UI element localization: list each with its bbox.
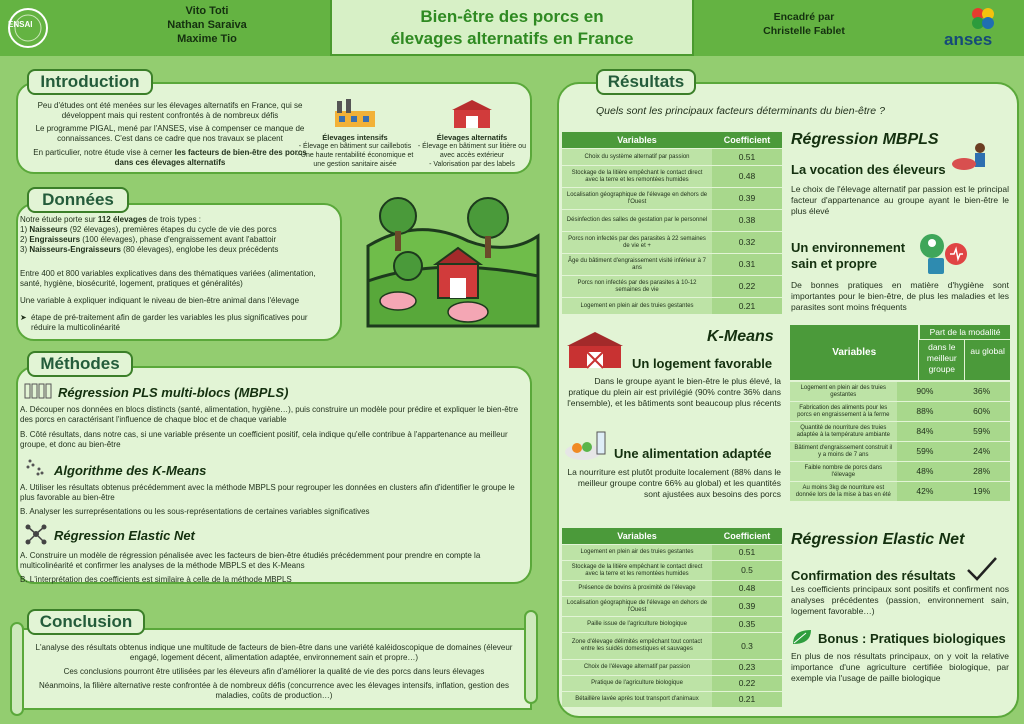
author-1: Vito Toti xyxy=(185,5,229,17)
supervisor-block xyxy=(742,10,866,38)
confirm-text: Les coefficients principaux sont positifs et confirment nos analyses précédentes (passion, environnement sain, logement favorable…) xyxy=(791,584,1009,616)
en-col-coefficient: Coefficient xyxy=(712,528,782,544)
en-col-variables: Variables xyxy=(562,528,712,544)
barn-icon xyxy=(448,98,496,130)
table-row: Stockage de la litière empêchant le contact direct avec la terre et les remontées humides 0.48 xyxy=(562,166,782,187)
donnees-target: Une variable à expliquer indiquant le niveau de bien-être animal dans l'élevage xyxy=(20,296,300,305)
title-line-2: élevages alternatifs en France xyxy=(390,29,634,48)
author-3: Maxime Tio xyxy=(177,33,237,45)
type-naisseurs-engraisseurs: 3) Naisseurs-Engraisseurs (80 élevages), englobe les deux précédents xyxy=(20,245,279,254)
title-line-1: Bien-être des porcs en xyxy=(420,7,604,26)
logement-title: Un logement favorable xyxy=(632,356,773,371)
environment-text: De bonnes pratiques en matière d'hygiène sont importantes pour le bien-être, de plus les maladies et les parasites sont moins fréquents xyxy=(791,280,1009,312)
network-icon xyxy=(24,522,48,546)
checkmark-icon xyxy=(966,556,998,582)
table-row: Localisation géographique de l'élevage en dehors de l'Ouest 0.39 xyxy=(562,188,782,209)
elasticnet-table xyxy=(562,527,782,708)
leaf-icon xyxy=(791,628,813,646)
intensive-item-1: - Élevage en bâtiment sur caillebotis xyxy=(298,143,412,150)
kmeans-col-best-group: dans le meilleur groupe xyxy=(919,340,964,380)
alimentation-title: Une alimentation adaptée xyxy=(614,446,772,461)
table-row: Pratique de l'agriculture biologique 0.22 xyxy=(562,676,782,691)
conclusion-p1: L'analyse des résultats obtenus indique une multitude de facteurs de bien-être dans une variété kaléidoscopique de domaines (éleveur engagé, logement décent, alimentation adaptée, environnement sain et propre…) xyxy=(35,643,513,662)
alternative-title: Élevages alternatifs xyxy=(436,133,508,142)
kmeans-col-variables: Variables xyxy=(790,325,918,380)
mbpls-table xyxy=(562,131,782,315)
table-row: Bétaillère lavée après tout transport d'animaux 0.21 xyxy=(562,692,782,707)
table-row: Stockage de la litière empêchant le contact direct avec la terre et les remontées humides 0.5 xyxy=(562,561,782,580)
table-row: Faible nombre de porcs dans l'élevage 48% 28% xyxy=(790,462,1010,481)
table-row: Choix de l'élevage alternatif par passion 0.23 xyxy=(562,660,782,675)
anses-logo-icon xyxy=(968,6,998,30)
methodes-title: Méthodes xyxy=(27,351,133,377)
intro-p2: Le programme PIGAL, mené par l'ANSES, vise à compenser ce manque de connaissances. C'est dans ce cadre que nos travaux se placent xyxy=(35,124,305,143)
type-naisseurs: 1) Naisseurs (92 élevages), premières étapes du cycle de vie des porcs xyxy=(20,225,277,234)
farmer-icon xyxy=(950,142,996,172)
kmeans-table xyxy=(790,325,1010,502)
vocation-text: Le choix de l'élevage alternatif par passion est le principal facteur d'appartenance au groupe ayant le bien-être le plus élevé xyxy=(791,184,1009,216)
farm-illustration xyxy=(358,186,548,338)
mbpls-col-variables: Variables xyxy=(562,132,712,148)
supervisor-name: Christelle Fablet xyxy=(763,25,845,37)
poster-title xyxy=(330,0,694,56)
kmeans-step-b: B. Analyser les surreprésentations ou les sous-représentations de certaines variables significatives xyxy=(20,507,370,516)
resultats-title: Résultats xyxy=(596,69,696,95)
type-engraisseurs: 2) Engraisseurs (100 élevages), phase d'engraissement avant l'abattoir xyxy=(20,235,277,244)
alternative-item-1: - Élevage en bâtiment sur litière ou avec accès extérieur xyxy=(417,143,527,159)
conclusion-p3: Néanmoins, la filière alternative reste confrontée à de nombreux défis (concurrence avec les élevages intensifs, inflation, gestion des maladies, coûts de production…) xyxy=(38,681,510,700)
bonus-title: Bonus : Pratiques biologiques xyxy=(818,631,1006,646)
table-row: Choix du système alternatif par passion 0.51 xyxy=(562,149,782,165)
table-row: Présence de bovins à proximité de l'élevage 0.48 xyxy=(562,581,782,596)
table-row: Zone d'élevage délimités empêchant tout contact entre les suidés domestiques et sauvages 0.3 xyxy=(562,633,782,659)
kmeans-col-global: au global xyxy=(965,340,1010,380)
mbpls-step-b: B. Côté résultats, dans notre cas, si une variable présente un coefficient positif, cela indique qu'elle contribue à l'appartenance au meilleur groupe, et donc au bien-être xyxy=(20,430,508,449)
factory-icon xyxy=(333,97,377,129)
table-row: Âge du bâtiment d'engraissement visité inférieur à 7 ans 0.31 xyxy=(562,254,782,275)
table-row: Logement en plein air des truies gestantes 0.51 xyxy=(562,545,782,560)
alimentation-text: La nourriture est plutôt produite localement (88% dans le meilleur groupe contre 66% au global) et les quantités sont ajustées aux besoins des porcs xyxy=(567,467,781,499)
table-row: Quantité de nourriture des truies adaptée à la température ambiante 84% 59% xyxy=(790,422,1010,441)
kmeans-step-a: A. Utiliser les résultats obtenus précédemment avec la méthode MBPLS pour regrouper les données en clusters afin d'identifier le groupe le plus favorable au bien-être xyxy=(20,483,515,502)
table-row: Porcs non infectés par des parasites à 10-12 semaines de vie 0.22 xyxy=(562,276,782,297)
bonus-text: En plus de nos résultats principaux, on y voit la relative importance d'une agriculture certifiée biologique, par exemple via l'usage de paille biologique xyxy=(791,651,1009,683)
vocation-title: La vocation des éleveurs xyxy=(791,162,946,177)
resultats-question: Quels sont les principaux facteurs déterminants du bien-être ? xyxy=(596,105,885,117)
table-row: Logement en plein air des truies gestantes 0.21 xyxy=(562,298,782,314)
mbpls-results-title: Régression MBPLS xyxy=(791,131,939,148)
anses-logo-text: anses xyxy=(944,30,993,49)
scroll-roll-right xyxy=(524,610,538,704)
environment-title: Un environnement sain et propre xyxy=(791,240,906,271)
elasticnet-step-a: A. Construire un modèle de régression pénalisée avec les facteurs de bien-être étudiés précédemment pour prendre en compte la multicolinéarité et confirmer les analyses de la méthode MBPLS et des K-Means xyxy=(20,551,481,570)
intro-p3: En particulier, notre étude vise à cerner les facteurs de bien-être des porcs dans ces élevages alternatifs xyxy=(33,148,307,167)
mbpls-step-a: A. Découper nos données en blocs distincts (santé, alimentation, hygiène…), puis construire un modèle pour prédire et expliquer le bien-être des porcs en caractérisant l'influence de chaque bloc et de chaque variable xyxy=(20,405,519,424)
elasticnet-method-title: Régression Elastic Net xyxy=(54,528,195,543)
donnees-preprocessing: étape de pré-traitement afin de garder les variables les plus significatives pour réduire la multicolinéarité xyxy=(31,313,308,332)
blocks-icon xyxy=(24,382,52,400)
kmeans-group-header: Part de la modalité xyxy=(920,325,1010,339)
kmeans-results-title: K-Means xyxy=(707,328,774,345)
hygiene-icon xyxy=(918,232,968,276)
table-row: Paille issue de l'agriculture biologique 0.35 xyxy=(562,617,782,632)
introduction-title: Introduction xyxy=(27,69,153,95)
intro-p1: Peu d'études ont été menées sur les élevages alternatifs en France, qui se développent mais qui restent confrontés à de nombreux défis xyxy=(37,101,303,120)
table-row: Fabrication des aliments pour les porcs en engraissement à la ferme 88% 60% xyxy=(790,402,1010,421)
table-row: Porcs non infectés par des parasites à 22 semaines de vie et + 0.32 xyxy=(562,232,782,253)
clusters-icon xyxy=(24,455,46,477)
mbpls-col-coefficient: Coefficient xyxy=(712,132,782,148)
table-row: Désinfection des salles de gestation par le personnel 0.38 xyxy=(562,210,782,231)
conclusion-p2: Ces conclusions pourront être utilisées par les éleveurs afin d'améliorer la qualité de vie des porcs dans leurs élevages xyxy=(63,667,485,676)
confirm-title: Confirmation des résultats xyxy=(791,568,956,583)
table-row: Au moins 3kg de nourriture est donnée lors de la mise à bas en été 42% 19% xyxy=(790,482,1010,501)
logement-text: Dans le groupe ayant le bien-être le plus élevé, la pratique du plein air est privilégié (90% contre 36% dans l'ensemble), et les bâtiments sont beaucoup plus récents xyxy=(567,376,781,408)
barn-results-icon xyxy=(563,330,627,370)
supervised-label: Encadré par xyxy=(773,11,835,23)
intensive-title: Élevages intensifs xyxy=(322,133,388,142)
authors xyxy=(112,4,302,46)
arrow-icon: ➤ xyxy=(20,313,27,322)
table-row: Localisation géographique de l'élevage en dehors de l'Ouest 0.39 xyxy=(562,597,782,616)
mbpls-method-title: Régression PLS multi-blocs (MBPLS) xyxy=(58,385,289,400)
kmeans-method-title: Algorithme des K-Means xyxy=(54,463,207,478)
donnees-intro: Notre étude porte sur 112 élevages de trois types : xyxy=(20,215,202,224)
food-icon xyxy=(563,428,611,462)
donnees-variables: Entre 400 et 800 variables explicatives dans des thématiques variées (alimentation, santé, hygiène, biosécurité, logement, pratiques et généralités) xyxy=(20,269,316,288)
alternative-item-2: - Valorisation par des labels xyxy=(429,161,515,168)
ensai-logo-text: ENSAI xyxy=(8,20,33,29)
table-row: Bâtiment d'engraissement construit il y a moins de 7 ans 59% 24% xyxy=(790,442,1010,461)
conclusion-title: Conclusion xyxy=(27,609,145,635)
intensive-item-2: - Une haute rentabilité économique et une gestion sanitaire aisée xyxy=(296,152,414,168)
table-row: Logement en plein air des truies gestantes 90% 36% xyxy=(790,382,1010,401)
scroll-roll-left xyxy=(10,622,24,716)
elasticnet-step-b: B. L'interprétation des coefficients est similaire à celle de la méthode MBPLS xyxy=(20,575,292,584)
donnees-title: Données xyxy=(27,187,129,213)
author-2: Nathan Saraiva xyxy=(167,19,247,31)
en-results-title: Régression Elastic Net xyxy=(791,531,965,548)
